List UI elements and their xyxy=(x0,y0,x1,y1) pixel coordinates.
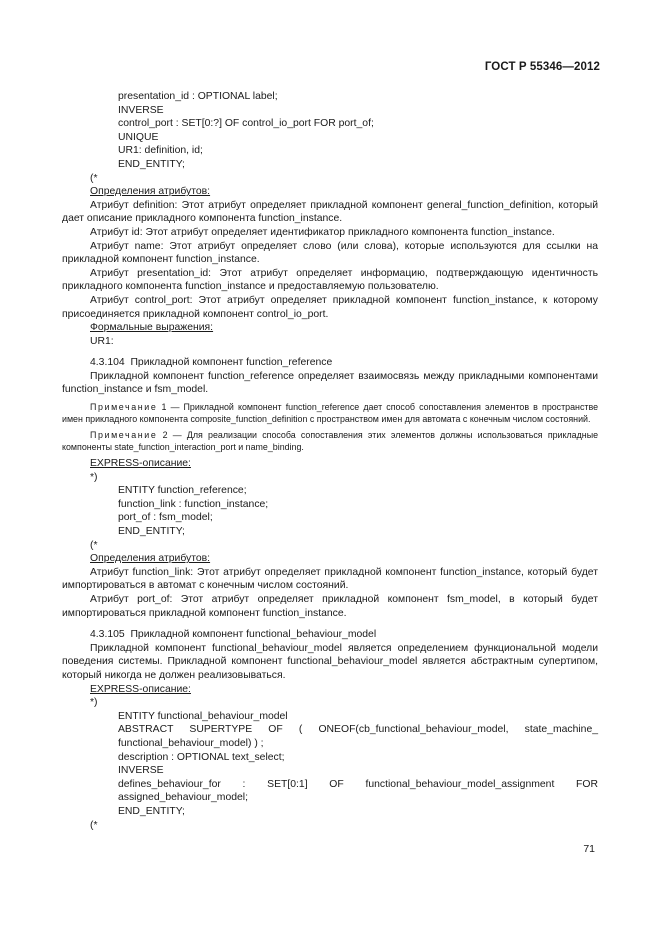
document-header: ГОСТ Р 55346—2012 xyxy=(484,61,600,73)
section-title: 4.3.105 Прикладной компонент functional_behaviour_model xyxy=(90,629,377,641)
page-number: 71 xyxy=(583,843,595,855)
note-2 xyxy=(62,429,598,453)
section-intro: Прикладной компонент function_reference определяет взаимосвязь между прикладными компонентами function_instance и fsm_model. xyxy=(62,370,598,396)
attribute-paragraph: Атрибут name: Этот атрибут определяет слово (или слова), которые используются для ссылки на прикладной компонент function_instance. xyxy=(62,240,598,266)
code-line: ENTITY function_reference; xyxy=(118,485,247,497)
code-line: control_port : SET[0:?] OF control_io_port FOR port_of; xyxy=(118,118,374,130)
section-title: 4.3.104 Прикладной компонент function_reference xyxy=(90,357,333,369)
note-text: — Для реализации способа сопоставления этих элементов должны использоваться прикладные компоненты state_function_interaction_port и name_binding. xyxy=(62,430,599,453)
note-number: 1 xyxy=(161,402,167,413)
comment-close: *) xyxy=(90,471,98,483)
attribute-paragraph: Атрибут control_port: Этот атрибут определяет прикладной компонент function_instance, к которому присоединяется прикладной компонент control_io_port. xyxy=(62,294,598,320)
comment-open: (* xyxy=(90,539,98,551)
attribute-paragraph: Атрибут definition: Этот атрибут определяет прикладной компонент general_function_definition, который дает описание прикладного компонента function_instance. xyxy=(62,199,598,225)
formal-expression-item: UR1: xyxy=(90,335,114,347)
code-line: END_ENTITY; xyxy=(118,805,185,817)
comment-close: *) xyxy=(90,697,98,709)
express-heading: EXPRESS-описание: xyxy=(90,458,191,470)
code-line: END_ENTITY; xyxy=(118,158,185,170)
code-line: INVERSE xyxy=(118,765,164,777)
code-line: port_of : fsm_model; xyxy=(118,512,213,524)
note-number: 2 xyxy=(162,430,168,441)
code-line: defines_behaviour_for : SET[0:1] OF functional_behaviour_model_assignment FOR assigned_behaviour_model; xyxy=(118,778,598,804)
code-line: UNIQUE xyxy=(118,131,159,143)
code-line: description : OPTIONAL text_select; xyxy=(118,751,285,763)
note-text: — Прикладной компонент function_reference дает способ сопоставления элементов в пространстве имен прикладного компонента composite_function_definition с пространством имен для автомата с конечным числом состояний. xyxy=(62,402,599,425)
code-line: END_ENTITY; xyxy=(118,526,185,538)
attribute-paragraph: Атрибут presentation_id: Этот атрибут определяет информацию, подтверждающую идентичность прикладного компонента function_instance и предоставляемую пользователю. xyxy=(62,267,598,293)
attribute-definitions-heading: Определения атрибутов: xyxy=(90,553,211,565)
code-line: function_link : function_instance; xyxy=(118,498,269,510)
attribute-paragraph: Атрибут function_link: Этот атрибут определяет прикладной компонент function_instance, который будет импортироваться в автомат с конечным числом состояний. xyxy=(62,566,598,592)
formal-expressions-heading: Формальные выражения: xyxy=(90,322,214,334)
express-heading: EXPRESS-описание: xyxy=(90,683,191,695)
code-line: ENTITY functional_behaviour_model xyxy=(118,710,288,722)
code-line: UR1: definition, id; xyxy=(118,145,203,157)
code-line: INVERSE xyxy=(118,104,164,116)
comment-open: (* xyxy=(90,172,98,184)
code-line: ABSTRACT SUPERTYPE OF ( ONEOF(cb_functional_behaviour_model, state_machine_ functional_behaviour_model) ) ; xyxy=(118,724,598,749)
attribute-paragraph: Атрибут id: Этот атрибут определяет идентификатор прикладного компонента function_instance. xyxy=(90,226,555,238)
page-content xyxy=(62,90,598,832)
attribute-definitions-heading: Определения атрибутов: xyxy=(90,186,211,198)
code-line: presentation_id : OPTIONAL label; xyxy=(118,91,278,102)
attribute-paragraph: Атрибут port_of: Этот атрибут определяет прикладной компонент fsm_model, в который будет импортироваться прикладной компонент function_instance. xyxy=(62,594,598,619)
section-intro: Прикладной компонент functional_behaviour_model является определением функциональной модели поведения системы. Прикладной компонент functional_behaviour_model является абстрактным супертипом, который никогда не должен реализовываться. xyxy=(62,642,598,681)
note-label: Примечание xyxy=(90,402,158,413)
comment-open: (* xyxy=(90,819,98,831)
note-label: Примечание xyxy=(90,430,158,441)
note-1 xyxy=(62,401,598,425)
